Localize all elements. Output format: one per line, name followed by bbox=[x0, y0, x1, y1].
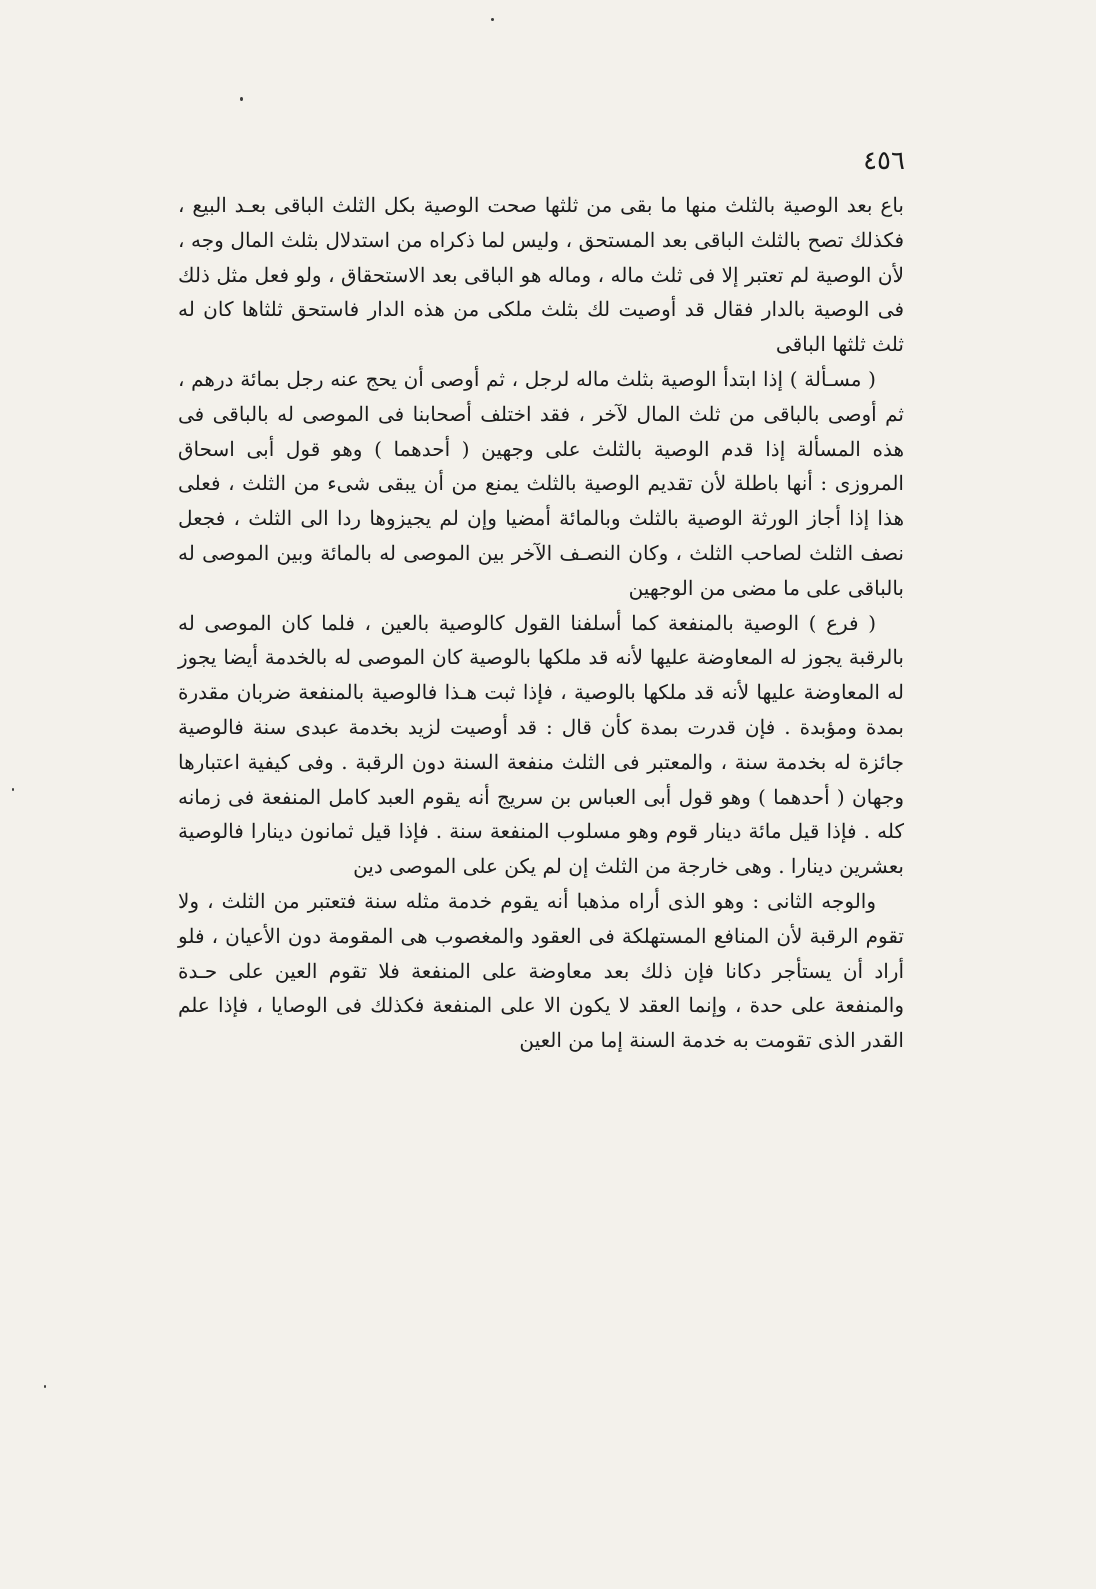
scan-speck bbox=[491, 18, 494, 21]
scan-speck bbox=[44, 1385, 46, 1388]
scan-speck bbox=[240, 97, 243, 101]
paragraph: والوجه الثانى : وهو الذى أراه مذهبا أنه يقوم خدمة مثله سنة فتعتبر من الثلث ، ولا تقوم الرقبة لأن المنافع المستهلكة فى العقود والمغصوب هى المقومة دون الأعيان ، فلو أراد أن يستأجر دكانا فإن ذلك بعد معاوضة على المنفعة فلا تقوم العين على حـدة والمنفعة على حدة ، وإنما العقد لا يكون الا على المنفعة فكذلك فى الوصايا ، فإذا علم القدر الذى تقومت به خدمة السنة إما من العين bbox=[178, 888, 904, 1053]
paragraph: ( مسـألة ) إذا ابتدأ الوصية بثلث ماله لرجل ، ثم أوصى أن يحج عنه رجل بمائة درهم ، ثم أوصى بالباقى من ثلث المال لآخر ، فقد اختلف أصحابنا فى الموصى له بالباقى فى هذه المسألة إذا قدم الوصية بالثلث على وجهين ( أحدهما ) وهو قول أبى اسحاق المروزى : أنها باطلة لأن تقديم الوصية بالثلث يمنع من أن يبقى شىء من الثلث ، فعلى هذا إذا أجاز الورثة الوصية بالثلث وبالمائة أمضيا وإن لم يجيزوها ردا الى الثلث ، فجعل نصف الثلث لصاحب الثلث ، وكان النصـف الآخر بين الموصى له بالمائة وبين الموصى له بالباقى على ما مضى من الوجهين bbox=[178, 366, 904, 600]
paragraph: باع بعد الوصية بالثلث منها ما بقى من ثلثها صحت الوصية بكل الثلث الباقى بعـد البيع ، فكذلك تصح بالثلث الباقى بعد المستحق ، وليس لما ذكراه من استدلال بثلث المال وجه ، لأن الوصية لم تعتبر إلا فى ثلث ماله ، وماله هو الباقى بعد الاستحقاق ، ولو فعل مثل ذلك فى الوصية بالدار فقال قد أوصيت لك بثلث ملكى من هذه الدار فاستحق ثلثاها كان له ثلث ثلثها الباقى bbox=[178, 193, 904, 357]
paragraph: ( فرع ) الوصية بالمنفعة كما أسلفنا القول كالوصية بالعين ، فلما كان الموصى له بالرقبة يجوز له المعاوضة عليها لأنه قد ملكها بالوصية كان الموصى له بالخدمة أيضا يجوز له المعاوضة عليها لأنه قد ملكها بالوصية ، فإذا ثبت هـذا فالوصية بالمنفعة ضربان مقدرة بمدة ومؤبدة . فإن قدرت بمدة كأن قال : قد أوصيت لزيد بخدمة عبدى سنة فالوصية جائزة له بخدمة سنة ، والمعتبر فى الثلث منفعة السنة دون الرقبة . وفى كيفية اعتبارها وجهان ( أحدهما ) وهو قول أبى العباس بن سريج أنه يقوم العبد كامل المنفعة فى زمانه كله . فإذا قيل مائة دينار قوم وهو مسلوب المنفعة سنة . فإذا قيل ثمانون دينارا فالوصية بعشرين دينارا . وهى خارجة من الثلث إن لم يكن على الموصى دين bbox=[178, 610, 904, 879]
scan-speck bbox=[12, 788, 14, 791]
page-number: ٤٥٦ bbox=[863, 146, 905, 176]
body-text bbox=[178, 188, 904, 1058]
